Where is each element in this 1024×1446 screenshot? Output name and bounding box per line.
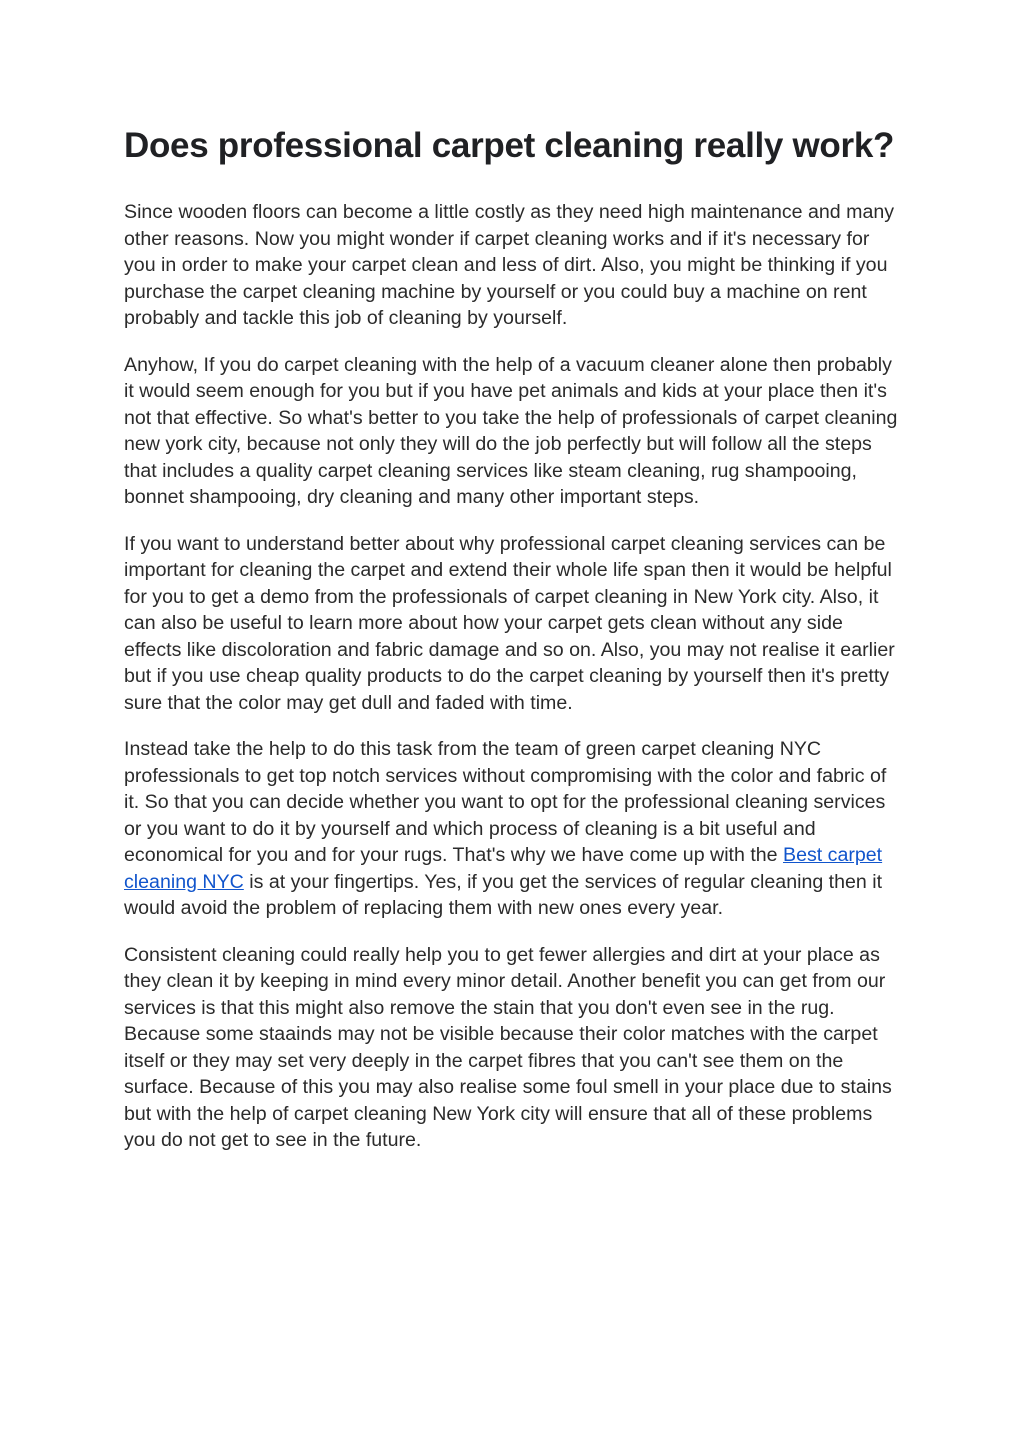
document-page: [124, 120, 904, 1174]
best-carpet-cleaning-link[interactable]: Best carpet cleaning NYC: [124, 844, 883, 893]
paragraph-3: If you want to understand better about why professional carpet cleaning services can be important for cleaning the carpet and extend their whole life span then it would be helpful for you to get a demo from the professionals of carpet cleaning in New York city. Also, it can also be useful to learn more about how your carpet gets clean without any side effects like discoloration and fabric damage and so on. Also, you may not realise it earlier but if you use cheap quality products to do the carpet cleaning by yourself then it's pretty sure that the color may get dull and faded with time.: [124, 532, 895, 714]
paragraph-4: [124, 736, 904, 922]
page-title: Does professional carpet cleaning really work?: [124, 126, 895, 165]
paragraph-2: Anyhow, If you do carpet cleaning with the help of a vacuum cleaner alone then probably it would seem enough for you but if you have pet animals and kids at your place then it's not that effective. So what's better to you take the help of professionals of carpet cleaning new york city, because not only they will do the job perfectly but will follow all the steps that includes a quality carpet cleaning services like steam cleaning, rug shampooing, bonnet shampooing, dry cleaning and many other important steps.: [124, 353, 898, 508]
paragraph-4-text-before-link: Instead take the help to do this task from the team of green carpet cleaning NYC professionals to get top notch services without compromising with the color and fabric of it. So that you can decide whether you want to opt for the professional cleaning services or you want to do it by yourself and which process of cleaning is a bit useful and economical for you and for your rugs. That's why we have come up with the: [124, 738, 887, 866]
paragraph-1: Since wooden floors can become a little costly as they need high maintenance and many other reasons. Now you might wonder if carpet cleaning works and if it's necessary for you in order to make your carpet clean and less of dirt. Also, you might be thinking if you purchase the carpet cleaning machine by yourself or you could buy a machine on rent probably and tackle this job of cleaning by yourself.: [124, 201, 895, 329]
paragraph-4-text-after-link: is at your fingertips. Yes, if you get the services of regular cleaning then it would avoid the problem of replacing them with new ones every year.: [124, 870, 883, 919]
paragraph-5: Consistent cleaning could really help you to get fewer allergies and dirt at your place as they clean it by keeping in mind every minor detail. Another benefit you can get from our services is that this might also remove the stain that you don't even see in the rug. Because some staainds may not be visible because their color matches with the carpet itself or they may set very deeply in the carpet fibres that you can't see them on the surface. Because of this you may also realise some foul smell in your place due to stains but with the help of carpet cleaning New York city will ensure that all of these problems you do not get to see in the future.: [124, 943, 892, 1151]
